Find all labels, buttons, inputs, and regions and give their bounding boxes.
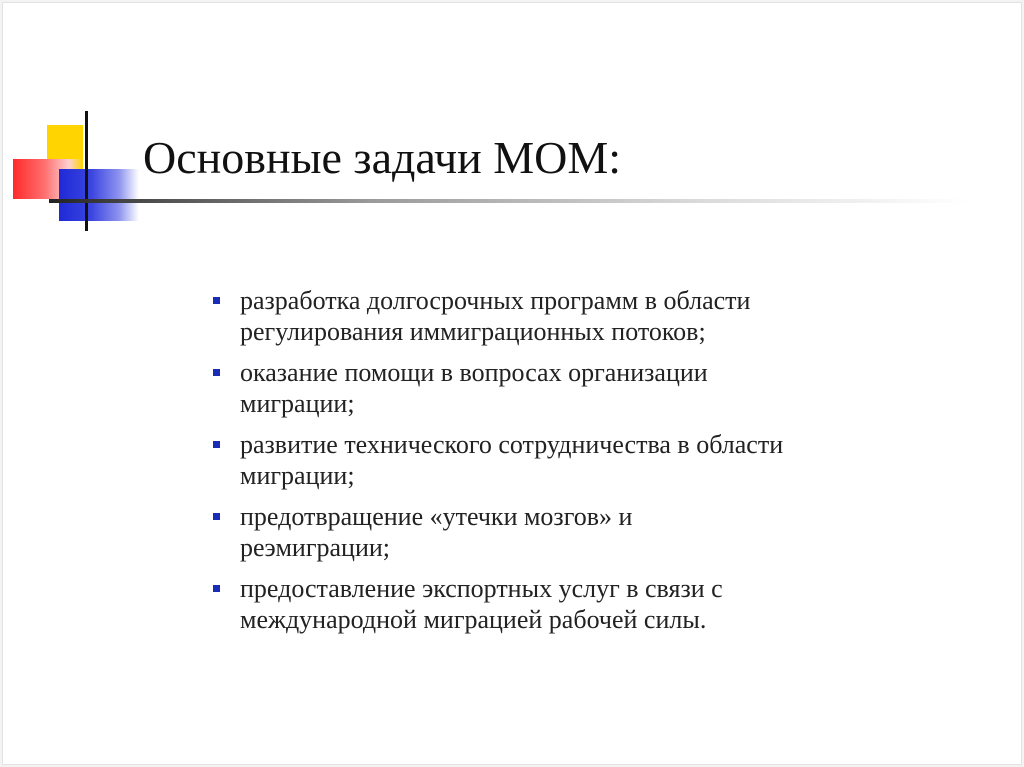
list-item-line: реэмиграции;: [240, 533, 391, 562]
square-bullet-icon: [213, 513, 220, 520]
slide: [2, 2, 1022, 765]
list-item-line: регулирования иммиграционных потоков;: [240, 317, 706, 346]
list-item-line: предоставление экспортных услуг в связи с: [240, 574, 723, 603]
list-item: [208, 573, 908, 635]
list-item-line: международной миграцией рабочей силы.: [240, 605, 707, 634]
vertical-rule-decoration: [85, 111, 88, 231]
list-item-line: миграции;: [240, 389, 355, 418]
list-item: [208, 357, 908, 419]
square-bullet-icon: [213, 297, 220, 304]
list-item: [208, 429, 908, 491]
square-bullet-icon: [213, 585, 220, 592]
list-item-line: развитие технического сотрудничества в области: [240, 430, 784, 459]
list-item-line: предотвращение «утечки мозгов» и: [240, 502, 633, 531]
blue-gradient-decoration: [59, 169, 139, 221]
square-bullet-icon: [213, 441, 220, 448]
list-item-line: разработка долгосрочных программ в области: [240, 286, 751, 315]
slide-title: Основные задачи МОМ:: [143, 132, 622, 183]
list-item: [208, 501, 908, 563]
list-item: [208, 285, 908, 347]
list-item-line: оказание помощи в вопросах организации: [240, 358, 708, 387]
list-item-line: миграции;: [240, 461, 355, 490]
bullet-list: [208, 285, 908, 645]
title-underline-rule: [49, 199, 969, 203]
square-bullet-icon: [213, 369, 220, 376]
